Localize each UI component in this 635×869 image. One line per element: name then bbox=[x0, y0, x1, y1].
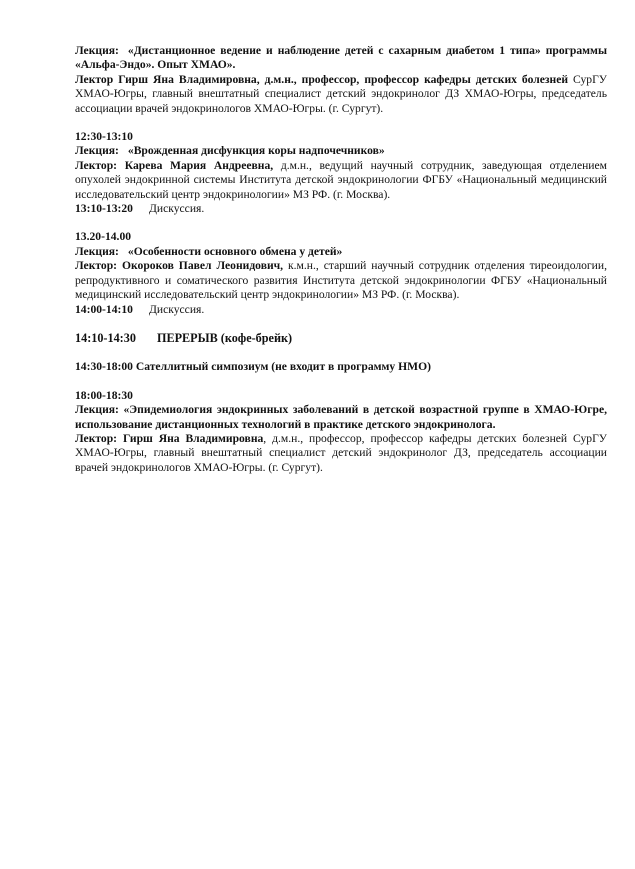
session-time: 18:00-18:30 bbox=[75, 388, 133, 402]
lecturer-line bbox=[75, 73, 607, 116]
lecture-title: «Эпидемиология эндокринных заболеваний в детской возрастной группе в ХМАО-Югре, использование дистанционных технологий в практике детского эндокринолога. bbox=[75, 403, 607, 431]
session-time: 13.20-14.00 bbox=[75, 230, 132, 244]
lecturer-info: д.м.н., ведущий научный сотрудник, заведующая отделением опухолей эндокринной системы Института детской эндокринологии ФГБУ «Национальный медицинский исследовательский центр эндокринологии» МЗ РФ. (г. Москва). bbox=[75, 158, 607, 201]
discussion-label: Дискуссия. bbox=[149, 202, 205, 216]
lecturer-info: к.м.н., старший научный сотрудник отделения тиреоидологии, репродуктивного и соматического развития Института детской эндокринологии ФГБУ «Национальный медицинский исследовательский центр эндокринологии» МЗ РФ. (г. Москва). bbox=[75, 259, 607, 302]
discussion-time: 14:00-14:10 bbox=[75, 302, 133, 316]
coffee-break-line bbox=[75, 331, 607, 346]
session-vdkn bbox=[75, 130, 607, 216]
lecture-title: «Дистанционное ведение и наблюдение детей с сахарным диабетом 1 типа» программы «Альфа-Эндо». Опыт ХМАО». bbox=[75, 44, 607, 72]
lecture-title: «Врожденная дисфункция коры надпочечников» bbox=[127, 144, 385, 158]
lecture-label: Лекция: bbox=[75, 403, 119, 417]
session-metabolism bbox=[75, 230, 607, 316]
discussion-line bbox=[75, 202, 607, 216]
discussion-label: Дискуссия. bbox=[149, 302, 205, 316]
satellite-symposium bbox=[75, 360, 607, 374]
lecture-line bbox=[75, 44, 607, 73]
lecturer-name: Гирш Яна Владимировна bbox=[122, 431, 264, 445]
session-time: 12:30-13:10 bbox=[75, 130, 133, 144]
lecture-title: «Особенности основного обмена у детей» bbox=[127, 244, 343, 258]
program-page bbox=[75, 44, 607, 489]
coffee-break bbox=[75, 331, 607, 346]
lecture-label: Лекция: bbox=[75, 44, 119, 57]
lecturer-line bbox=[75, 259, 607, 302]
lecturer-label: Лектор bbox=[75, 72, 114, 86]
lecturer-label: Лектор: bbox=[75, 431, 118, 445]
break-time: 14:10-14:30 bbox=[75, 330, 136, 345]
lecture-label: Лекция: bbox=[75, 144, 119, 158]
lecture-line bbox=[75, 144, 607, 158]
break-title: ПЕРЕРЫВ (кофе-брейк) bbox=[157, 330, 293, 345]
lecturer-name: Гирш Яна Владимировна, д.м.н., профессор, профессор кафедры детских болезней bbox=[118, 72, 569, 86]
lecturer-line bbox=[75, 159, 607, 202]
lecture-line bbox=[75, 245, 607, 259]
lecturer-name: Окороков Павел Леонидович, bbox=[121, 259, 284, 273]
session-alfa-endo bbox=[75, 44, 607, 116]
discussion-time: 13:10-13:20 bbox=[75, 202, 133, 216]
lecture-line bbox=[75, 403, 607, 432]
session-epidemiology bbox=[75, 389, 607, 475]
lecturer-name: Карева Мария Андреевна, bbox=[124, 158, 274, 172]
lecturer-info: , д.м.н., профессор, профессор кафедры детских болезней СурГУ ХМАО-Югры, главный внештатный специалист детский эндокринолог ДЗ, председатель ассоциации врачей эндокринологов ХМАО-Югры. (г. Сургут). bbox=[75, 431, 607, 474]
lecture-label: Лекция: bbox=[75, 244, 119, 258]
lecturer-info: СурГУ ХМАО-Югры, главный внештатный специалист детский эндокринолог ДЗ ХМАО-Югры, председатель ассоциации врачей эндокринологов ХМАО-Югры. (г. Сургут). bbox=[75, 72, 607, 115]
lecturer-label: Лектор: bbox=[75, 259, 118, 273]
symposium-text: 14:30-18:00 Сателлитный симпозиум (не входит в программу НМО) bbox=[75, 360, 431, 374]
lecturer-line bbox=[75, 432, 607, 475]
discussion-line bbox=[75, 303, 607, 317]
lecturer-label: Лектор: bbox=[75, 158, 118, 172]
